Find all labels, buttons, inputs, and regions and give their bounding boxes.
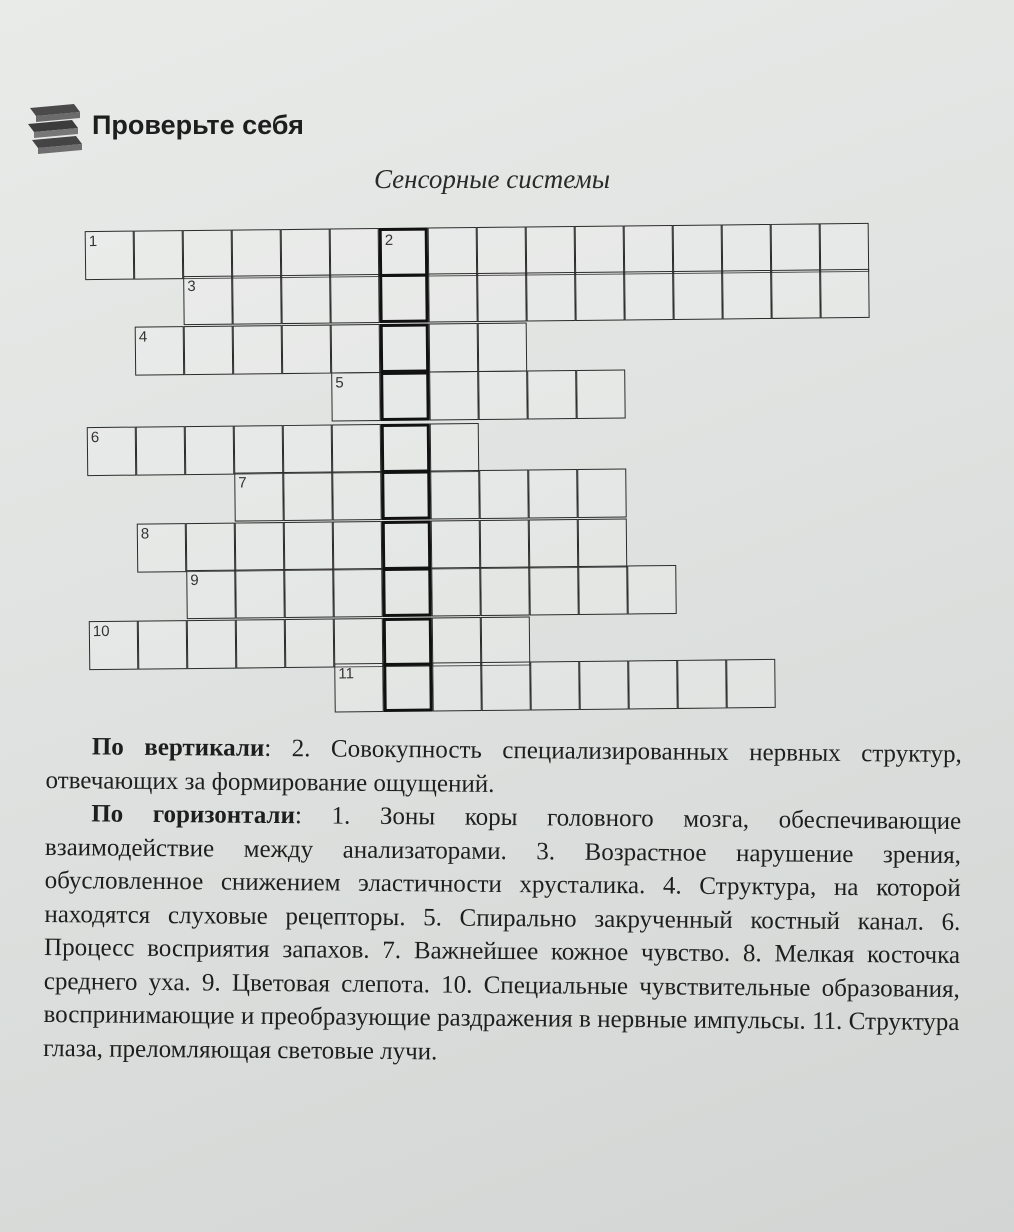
crossword-cell[interactable]	[236, 619, 286, 669]
crossword-cell[interactable]	[526, 272, 576, 322]
crossword-cell[interactable]	[284, 569, 334, 619]
crossword-cell[interactable]	[627, 565, 677, 615]
crossword-cell[interactable]	[628, 660, 678, 710]
clues-block	[43, 730, 962, 1073]
puzzle-title-text: Сенсорные системы	[373, 164, 611, 194]
vertical-heading: По вертикали	[91, 733, 265, 762]
crossword-cell[interactable]	[331, 372, 381, 422]
crossword-cell[interactable]	[477, 227, 527, 277]
crossword-cell[interactable]	[183, 230, 233, 280]
crossword-cell[interactable]	[726, 659, 776, 709]
crossword-cell[interactable]	[331, 324, 381, 374]
crossword-cell[interactable]	[334, 663, 384, 713]
crossword-cell[interactable]	[820, 269, 870, 319]
crossword-cell[interactable]	[184, 326, 234, 376]
crossword-cell[interactable]	[136, 426, 186, 476]
crossword-cell[interactable]	[530, 661, 580, 711]
section-heading: Проверьте себя	[92, 110, 304, 140]
vertical-clues	[45, 730, 962, 805]
crossword-cell[interactable]	[381, 471, 431, 521]
crossword-cell[interactable]	[85, 231, 135, 281]
crossword-cell[interactable]	[281, 229, 331, 279]
crossword-cell[interactable]	[282, 325, 332, 375]
crossword-cell[interactable]	[477, 273, 527, 323]
crossword-cell[interactable]	[283, 472, 333, 522]
crossword-cell[interactable]	[771, 269, 821, 319]
clue-number: 11	[338, 665, 355, 683]
crossword-cell[interactable]	[578, 565, 628, 615]
crossword-cell[interactable]	[478, 371, 528, 421]
crossword-cell[interactable]	[576, 369, 626, 419]
crossword-cell[interactable]	[481, 616, 531, 666]
crossword-cell[interactable]	[430, 423, 480, 473]
crossword-cell[interactable]	[283, 425, 333, 475]
crossword-cell[interactable]	[233, 325, 283, 375]
clue-number: 8	[140, 525, 150, 543]
crossword-cell[interactable]	[677, 659, 727, 709]
crossword-cell[interactable]	[235, 522, 285, 572]
crossword-cell[interactable]	[383, 618, 433, 668]
crossword-cell[interactable]	[379, 228, 429, 278]
crossword-cell[interactable]	[379, 274, 429, 324]
crossword-cell[interactable]	[529, 519, 579, 569]
crossword-cell[interactable]	[87, 427, 137, 477]
crossword-cell[interactable]	[333, 521, 383, 571]
crossword-cell[interactable]	[232, 229, 282, 279]
crossword-cell[interactable]	[234, 425, 284, 475]
crossword-cell[interactable]	[186, 523, 236, 573]
crossword-cell[interactable]	[624, 225, 674, 275]
crossword-cell[interactable]	[183, 276, 233, 326]
crossword-cell[interactable]	[432, 617, 482, 667]
crossword-cell[interactable]	[526, 226, 576, 276]
crossword-cell[interactable]	[428, 273, 478, 323]
crossword-cell[interactable]	[232, 275, 282, 325]
crossword-cell[interactable]	[430, 470, 480, 520]
crossword-cell[interactable]	[235, 569, 285, 619]
crossword-cell[interactable]	[138, 620, 188, 670]
crossword-cell[interactable]	[431, 520, 481, 570]
crossword-cell[interactable]	[722, 270, 772, 320]
crossword-cell[interactable]	[185, 426, 235, 476]
crossword-cell[interactable]	[529, 566, 579, 616]
crossword-cell[interactable]	[330, 274, 380, 324]
clue-number: 2	[384, 231, 394, 249]
clue-number: 3	[187, 277, 196, 296]
crossword-cell[interactable]	[478, 323, 528, 373]
crossword-cell[interactable]	[429, 371, 479, 421]
clue-number: 6	[90, 428, 100, 447]
crossword-cell[interactable]	[624, 271, 674, 321]
crossword-cell[interactable]	[187, 620, 237, 670]
crossword-cell[interactable]	[135, 326, 185, 376]
crossword-cell[interactable]	[332, 424, 382, 474]
crossword-cell[interactable]	[579, 660, 629, 710]
clue-number: 10	[92, 622, 110, 641]
crossword-cell[interactable]	[820, 223, 870, 273]
horizontal-heading: По горизонтали	[91, 800, 296, 830]
crossword-cell[interactable]	[432, 662, 482, 712]
crossword-cell[interactable]	[527, 370, 577, 420]
crossword-cell[interactable]	[382, 568, 432, 618]
crossword-cell[interactable]	[383, 663, 433, 713]
clue-number: 4	[138, 328, 148, 346]
crossword-cell[interactable]	[89, 621, 139, 671]
crossword-cell[interactable]	[330, 228, 380, 278]
crossword-cell[interactable]	[134, 230, 184, 280]
crossword-cell[interactable]	[578, 518, 628, 568]
crossword-cell[interactable]	[428, 227, 478, 277]
crossword-cell[interactable]	[771, 223, 821, 273]
crossword-cell[interactable]	[673, 270, 723, 320]
crossword-cell[interactable]	[429, 323, 479, 373]
horizontal-text: : 1. Зоны коры головного мозга, обеспечивающие взаимодействие между анализаторами. 3. Возрастное нарушение зрения, обусловленное снижением эластичности хрусталика. 4. Структура, на которой находятся слуховые рецепторы. 5. Спирально закрученный костный канал. 6. Процесс восприятия запахов. 7. Важнейшее кожное чувство. 8. Мелкая косточка среднего уха. 9. Цветовая слепота. 10. Специальные чувствительные образования, воспринимающие и преобразующие раздражения в нервные импульсы. 11. Структура глаза, преломляющая световые лучи.	[43, 802, 962, 1065]
horizontal-clues	[43, 797, 961, 1073]
crossword-cell[interactable]	[577, 468, 627, 518]
crossword-cell[interactable]	[332, 471, 382, 521]
clue-number: 1	[88, 232, 98, 251]
clue-number: 9	[190, 571, 199, 590]
clue-number: 5	[335, 374, 344, 392]
crossword-cell[interactable]	[479, 469, 529, 519]
crossword-cell[interactable]	[481, 661, 531, 711]
crossword-cell[interactable]	[575, 225, 625, 275]
crossword-cell[interactable]	[334, 618, 384, 668]
crossword-cell[interactable]	[186, 570, 236, 620]
crossword-cell[interactable]	[528, 469, 578, 519]
clue-number: 7	[238, 474, 247, 492]
crossword-cell[interactable]	[480, 566, 530, 616]
crossword-cell[interactable]	[333, 568, 383, 618]
crossword-cell[interactable]	[382, 521, 432, 571]
crossword-cell[interactable]	[380, 372, 430, 422]
crossword-cell[interactable]	[673, 224, 723, 274]
crossword-cell[interactable]	[380, 324, 430, 374]
crossword-cell[interactable]	[234, 472, 284, 522]
crossword-cell[interactable]	[480, 519, 530, 569]
crossword-cell[interactable]	[281, 275, 331, 325]
crossword-cell[interactable]	[285, 619, 335, 669]
crossword-cell[interactable]	[722, 224, 772, 274]
crossword-cell[interactable]	[137, 523, 187, 573]
crossword-cell[interactable]	[381, 424, 431, 474]
crossword-cell[interactable]	[431, 567, 481, 617]
vertical-text: : 2. Совокупность специализированных нервных структур, отвечающих за формирование ощущений.	[45, 734, 962, 798]
crossword-cell[interactable]	[284, 522, 334, 572]
crossword-cell[interactable]	[575, 271, 625, 321]
